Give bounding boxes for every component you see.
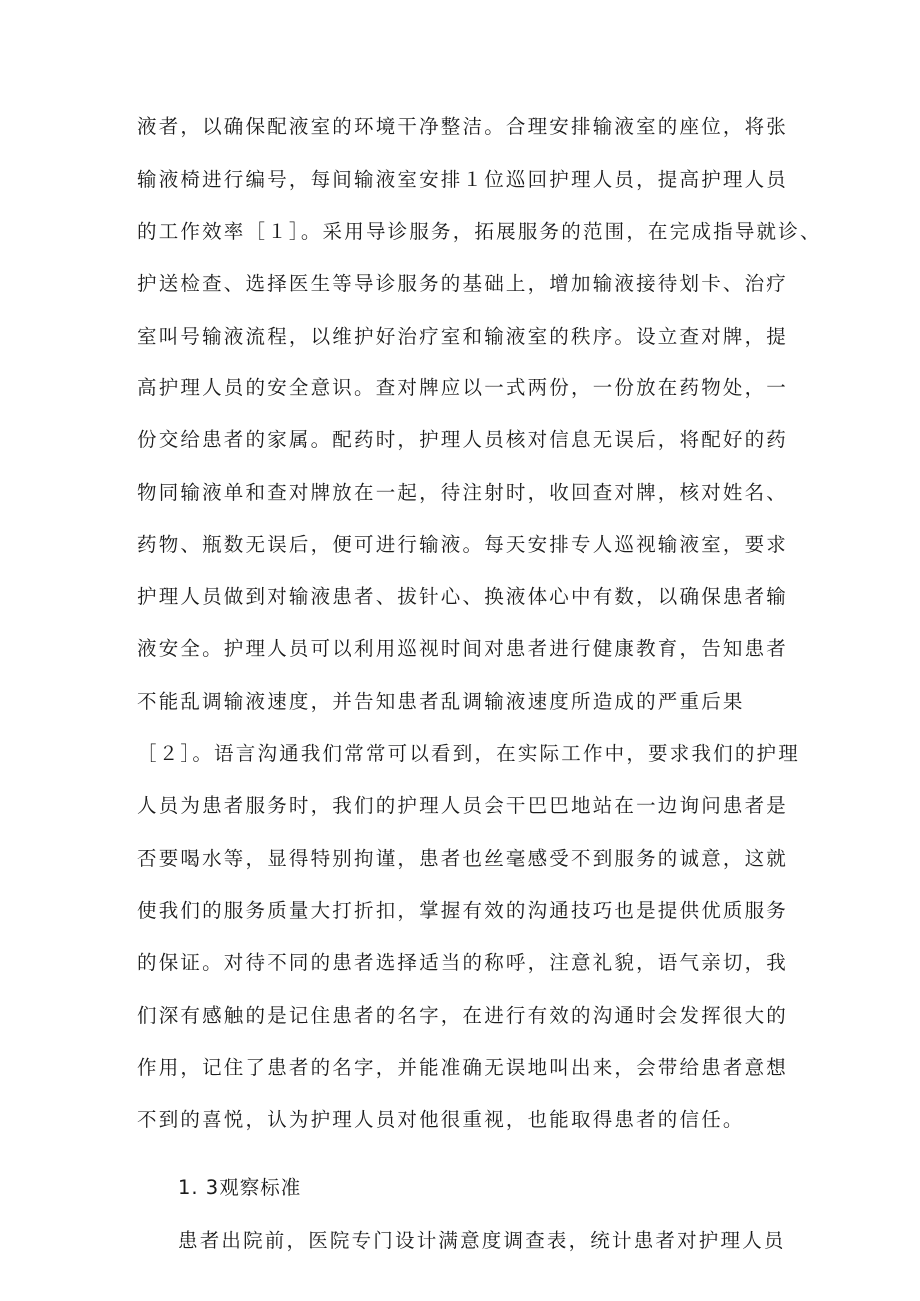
paragraph-line: 作用，记住了患者的名字，并能准确无误地叫出来，会带给患者意想 <box>137 1056 789 1079</box>
paragraph-line: 输液椅进行编号，每间输液室安排１位巡回护理人员，提高护理人员 <box>137 168 789 191</box>
paragraph-line: 液者，以确保配液室的环境干净整洁。合理安排输液室的座位，将张 <box>137 115 789 138</box>
paragraph-line: 的保证。对待不同的患者选择适当的称呼，注意礼貌，语气亲切，我 <box>137 951 789 974</box>
paragraph-line: 人员为患者服务时，我们的护理人员会干巴巴地站在一边询问患者是 <box>137 794 789 817</box>
paragraph-line: 高护理人员的安全意识。查对牌应以一式两份，一份放在药物处，一 <box>137 376 789 399</box>
paragraph-line: 的工作效率［１］。采用导诊服务，拓展服务的范围，在完成指导就诊、 <box>137 220 822 243</box>
paragraph-line: 们深有感触的是记住患者的名字，在进行有效的沟通时会发挥很大的 <box>137 1004 789 1027</box>
paragraph-line: 护送检查、选择医生等导诊服务的基础上，增加输液接待划卡、治疗 <box>137 272 789 295</box>
paragraph-line: 份交给患者的家属。配药时，护理人员核对信息无误后，将配好的药 <box>137 428 789 451</box>
paragraph-line: 使我们的服务质量大打折扣，掌握有效的沟通技巧也是提供优质服务 <box>137 899 789 922</box>
paragraph-line: 物同输液单和查对牌放在一起，待注射时，收回查对牌，核对姓名、 <box>137 481 789 504</box>
paragraph-line: 患者出院前，医院专门设计满意度调查表，统计患者对护理人员 <box>178 1229 786 1252</box>
paragraph-line: 否要喝水等，显得特别拘谨，患者也丝毫感受不到服务的诚意，这就 <box>137 847 789 870</box>
paragraph-line: 不到的喜悦，认为护理人员对他很重视，也能取得患者的信任。 <box>137 1108 745 1131</box>
section-heading: 1. 3观察标准 <box>178 1176 302 1199</box>
paragraph-line: 护理人员做到对输液患者、拔针心、换液体心中有数，以确保患者输 <box>137 585 789 608</box>
paragraph-line: 不能乱调输液速度，并告知患者乱调输液速度所造成的严重后果 <box>137 690 745 713</box>
paragraph-line: 药物、瓶数无误后，便可进行输液。每天安排专人巡视输液室，要求 <box>137 533 789 556</box>
paragraph-line: 液安全。护理人员可以利用巡视时间对患者进行健康教育，告知患者 <box>137 637 789 660</box>
paragraph-line: 室叫号输液流程，以维护好治疗室和输液室的秩序。设立查对牌，提 <box>137 325 789 348</box>
paragraph-line: ［２］。语言沟通我们常常可以看到，在实际工作中，要求我们的护理 <box>137 742 800 765</box>
